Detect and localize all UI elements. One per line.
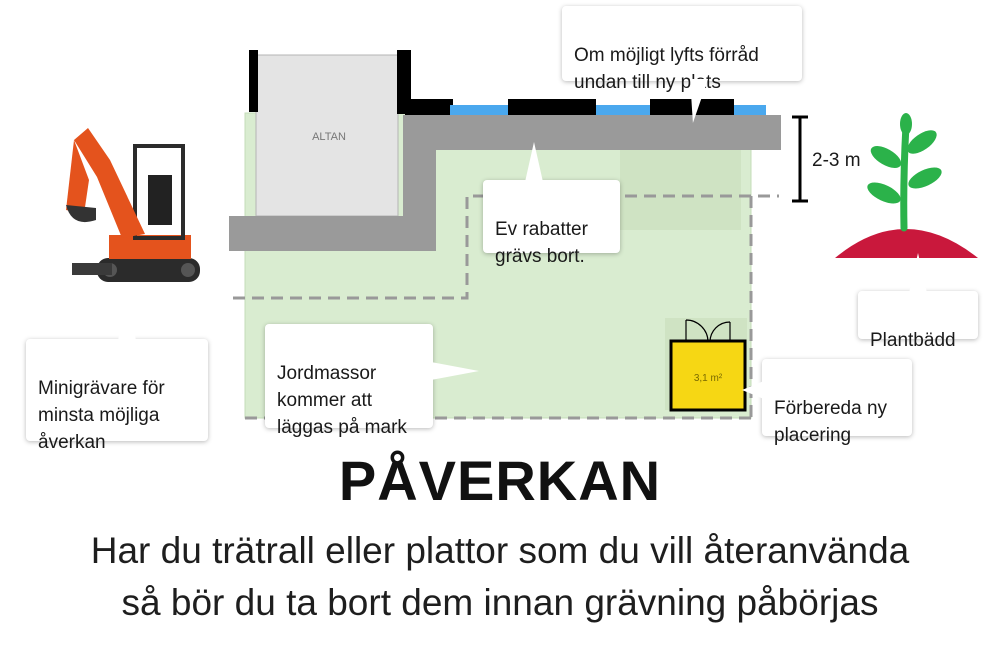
callout-excavator bbox=[26, 339, 208, 453]
subtitle-line-2: så bör du ta bort dem innan grävning påbörjas bbox=[121, 582, 879, 623]
wall-low bbox=[405, 99, 453, 115]
callout-plant-bed-text: Plantbädd bbox=[870, 330, 956, 351]
bed-patch bbox=[620, 150, 741, 230]
callout-soil-text: Jordmassor kommer att läggas på mark bbox=[277, 363, 407, 438]
callout-excavator-text: Minigrävare för minsta möjliga åverkan bbox=[38, 378, 165, 453]
callout-soil bbox=[265, 324, 433, 438]
subtitle-line-1: Har du trätrall eller plattor som du vill återanvända bbox=[90, 530, 910, 571]
callout-new-spot bbox=[762, 359, 912, 446]
wall-left bbox=[249, 50, 258, 112]
page-title: PÅVERKAN bbox=[338, 449, 662, 512]
shed-label: 3,1 m² bbox=[693, 373, 723, 384]
callout-plant-bed bbox=[858, 291, 978, 351]
callout-tail bbox=[909, 253, 927, 293]
callout-tail bbox=[118, 289, 136, 341]
shed-block-1 bbox=[508, 99, 596, 115]
callout-tail bbox=[525, 142, 543, 182]
dimension-label: 2-3 m bbox=[812, 150, 861, 171]
callout-tail bbox=[431, 362, 479, 380]
path-top bbox=[403, 115, 781, 150]
callout-shed-move bbox=[562, 6, 802, 93]
plant-icon bbox=[835, 113, 978, 258]
callout-new-spot-text: Förbereda ny placering bbox=[774, 398, 888, 446]
deck-label: ALTAN bbox=[312, 131, 346, 143]
excavator-icon bbox=[66, 128, 200, 282]
callout-shed-move-text: Om möjligt lyfts förråd undan till ny plats bbox=[574, 45, 759, 93]
path-bottom bbox=[229, 216, 436, 251]
callout-tail bbox=[742, 381, 764, 399]
callout-beds bbox=[483, 180, 620, 267]
callout-beds-text: Ev rabatter grävs bort. bbox=[495, 219, 588, 267]
